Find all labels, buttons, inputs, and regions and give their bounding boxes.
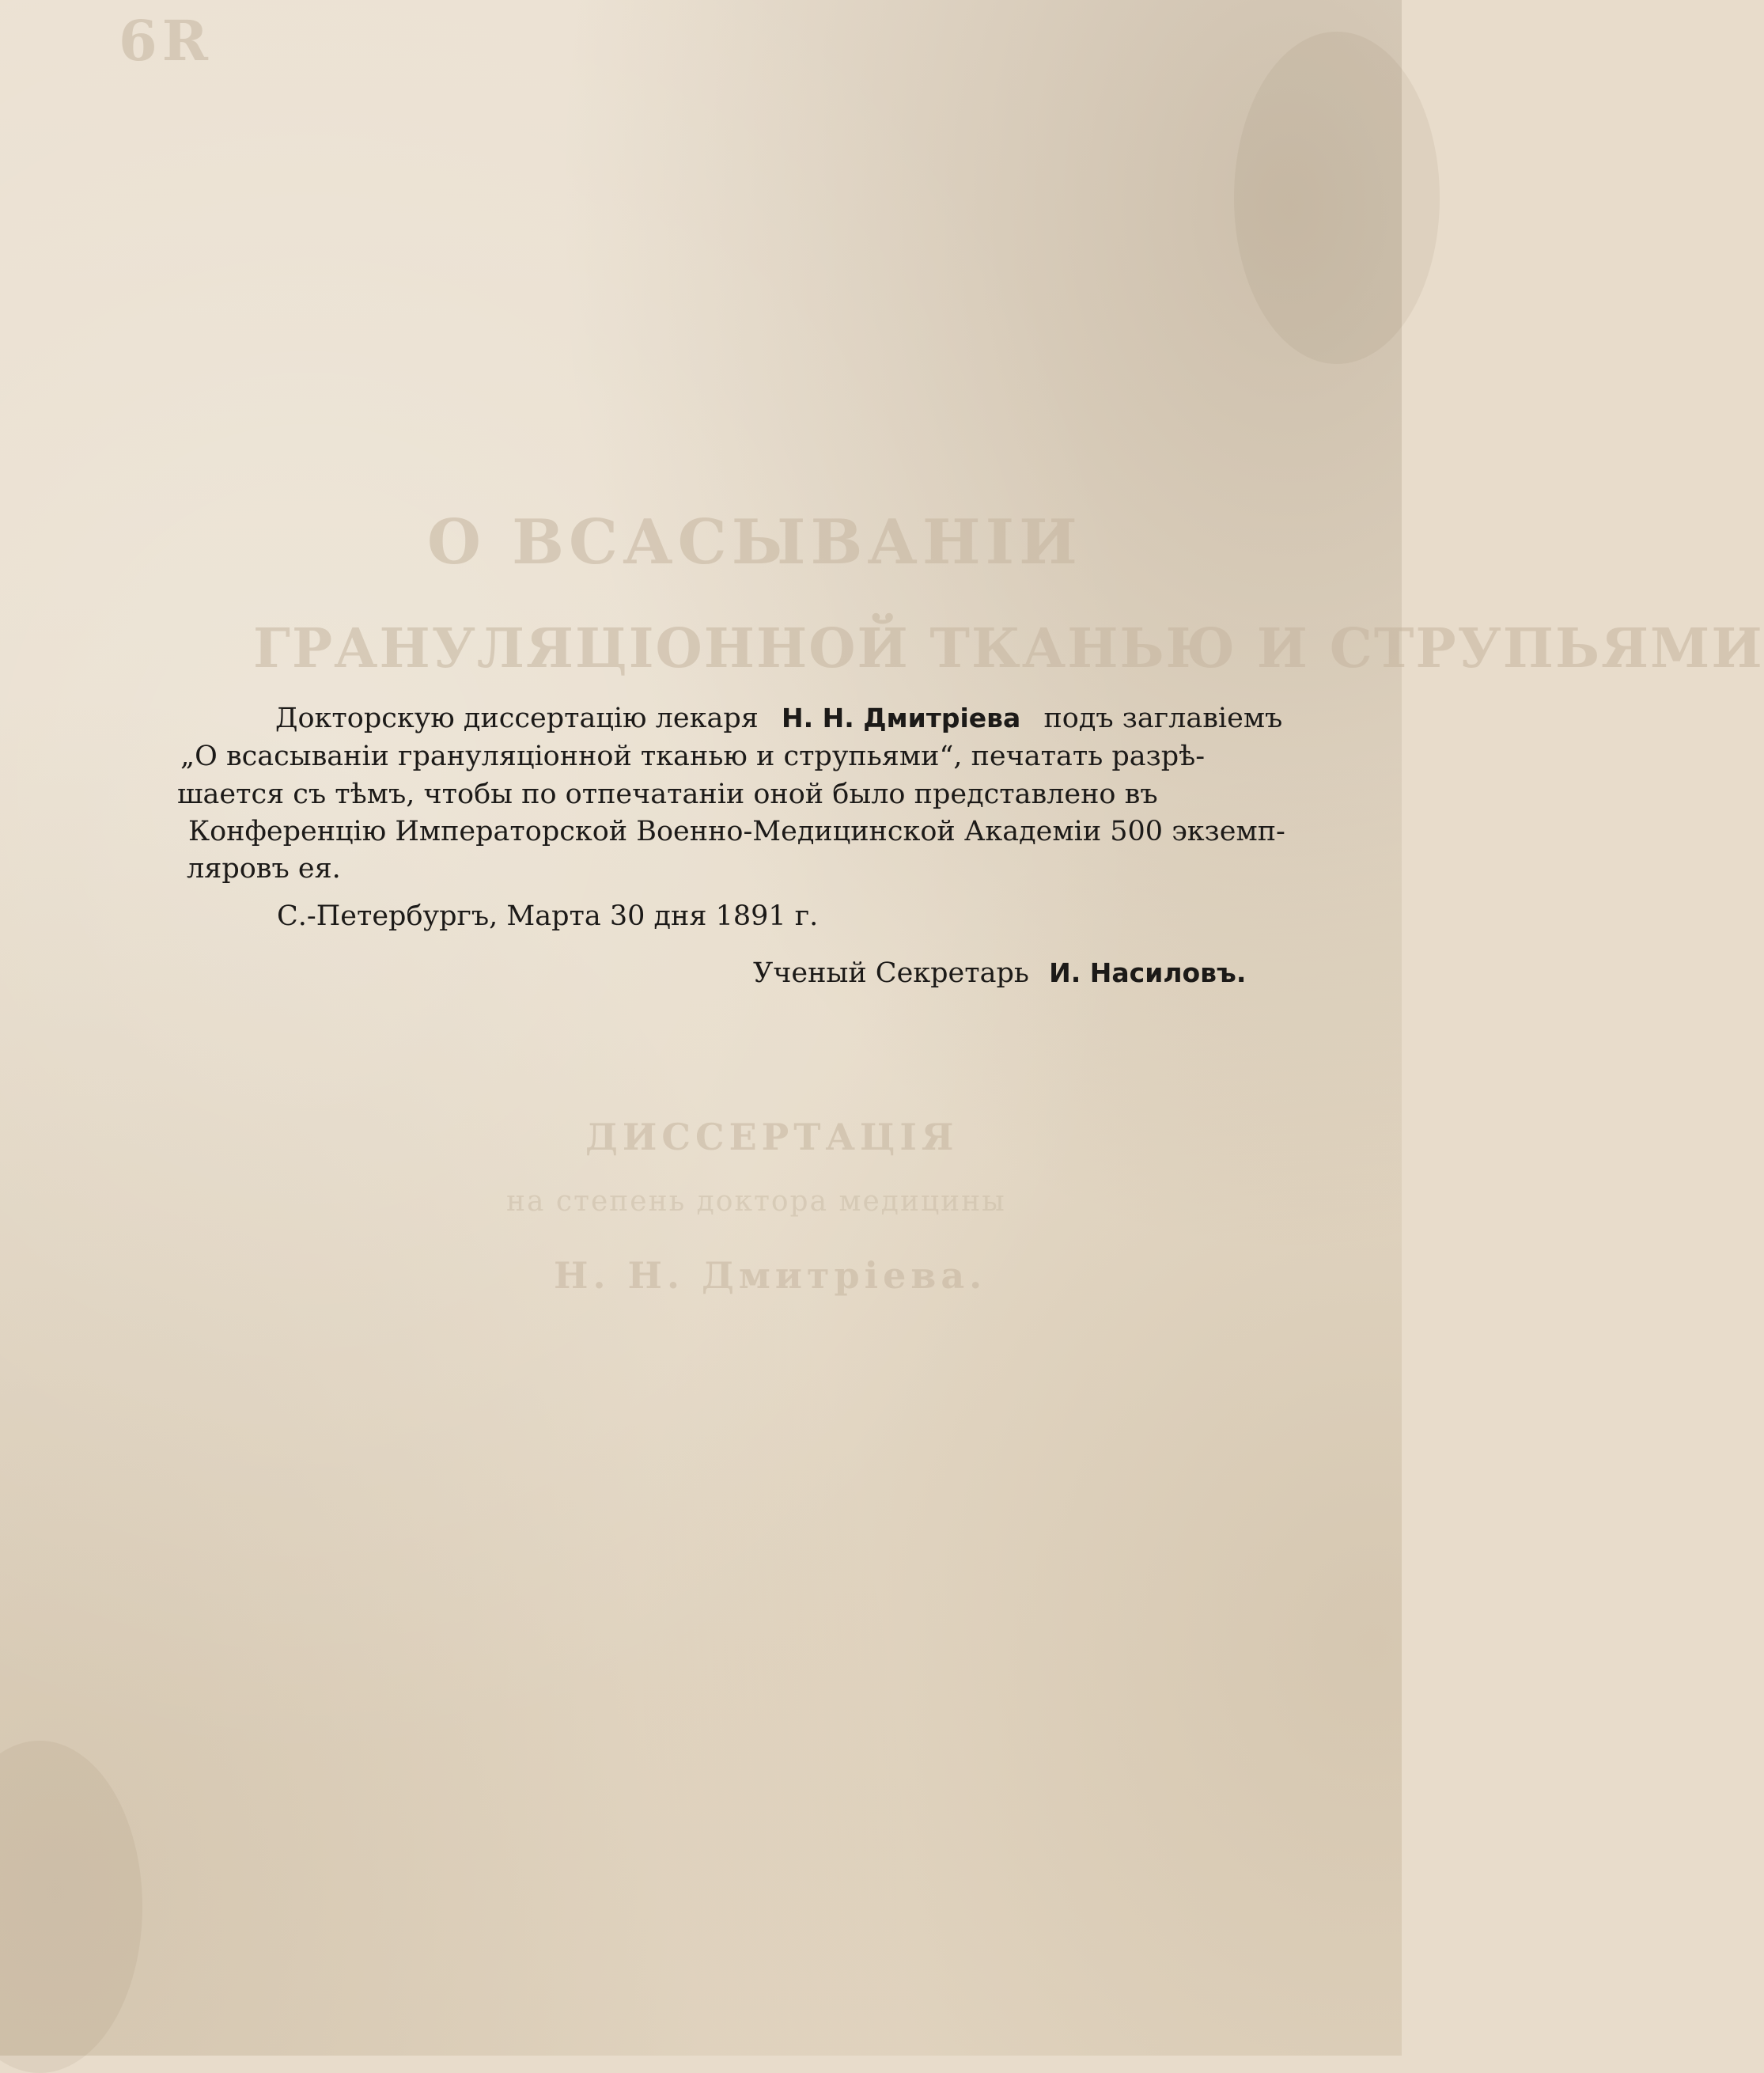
show-through-title-1: О ВСАСЫВАНІИ <box>427 506 1082 578</box>
show-through-degree: на степень доктора медицины <box>506 1185 1006 1218</box>
show-through-dissertation: ДИССЕРТАЦІЯ <box>585 1116 959 1158</box>
paper-stain <box>0 1741 142 2073</box>
candidate-name: Н. Н. Дмитріева <box>781 703 1021 733</box>
permission-line-1 <box>275 703 1282 734</box>
permission-line-3-text: шается съ тѣмъ, чтобы по отпечатаніи оной было представлено въ <box>177 779 1158 810</box>
permission-line-1-lead: Докторскую диссертацію лекаря <box>275 703 759 734</box>
signature-name: И. Насиловъ. <box>1049 957 1247 988</box>
permission-line-4: Конференцію Императорской Военно-Медицинской Академіи 500 экземп- <box>188 816 1285 847</box>
signature-role: Ученый Секретарь <box>753 957 1029 989</box>
show-through-corner-mark: 6R <box>119 8 213 74</box>
permission-line-2: „О всасываніи грануляціонной тканью и струпьями“, печатать разрѣ- <box>180 741 1206 772</box>
permission-line-5: ляровъ ея. <box>187 853 341 885</box>
place-and-date: С.-Петербургъ, Марта 30 дня 1891 г. <box>277 900 819 932</box>
permission-line-1-tail: подъ заглавіемъ <box>1043 703 1283 734</box>
show-through-author: Н. Н. Дмитріева. <box>554 1254 987 1297</box>
permission-line-3 <box>177 779 1304 810</box>
paper-stain <box>1234 32 1440 364</box>
show-through-title-2: ГРАНУЛЯЦІОННОЙ ТКАНЬЮ И СТРУПЬЯМИ <box>253 617 1764 680</box>
signature <box>753 957 1246 989</box>
